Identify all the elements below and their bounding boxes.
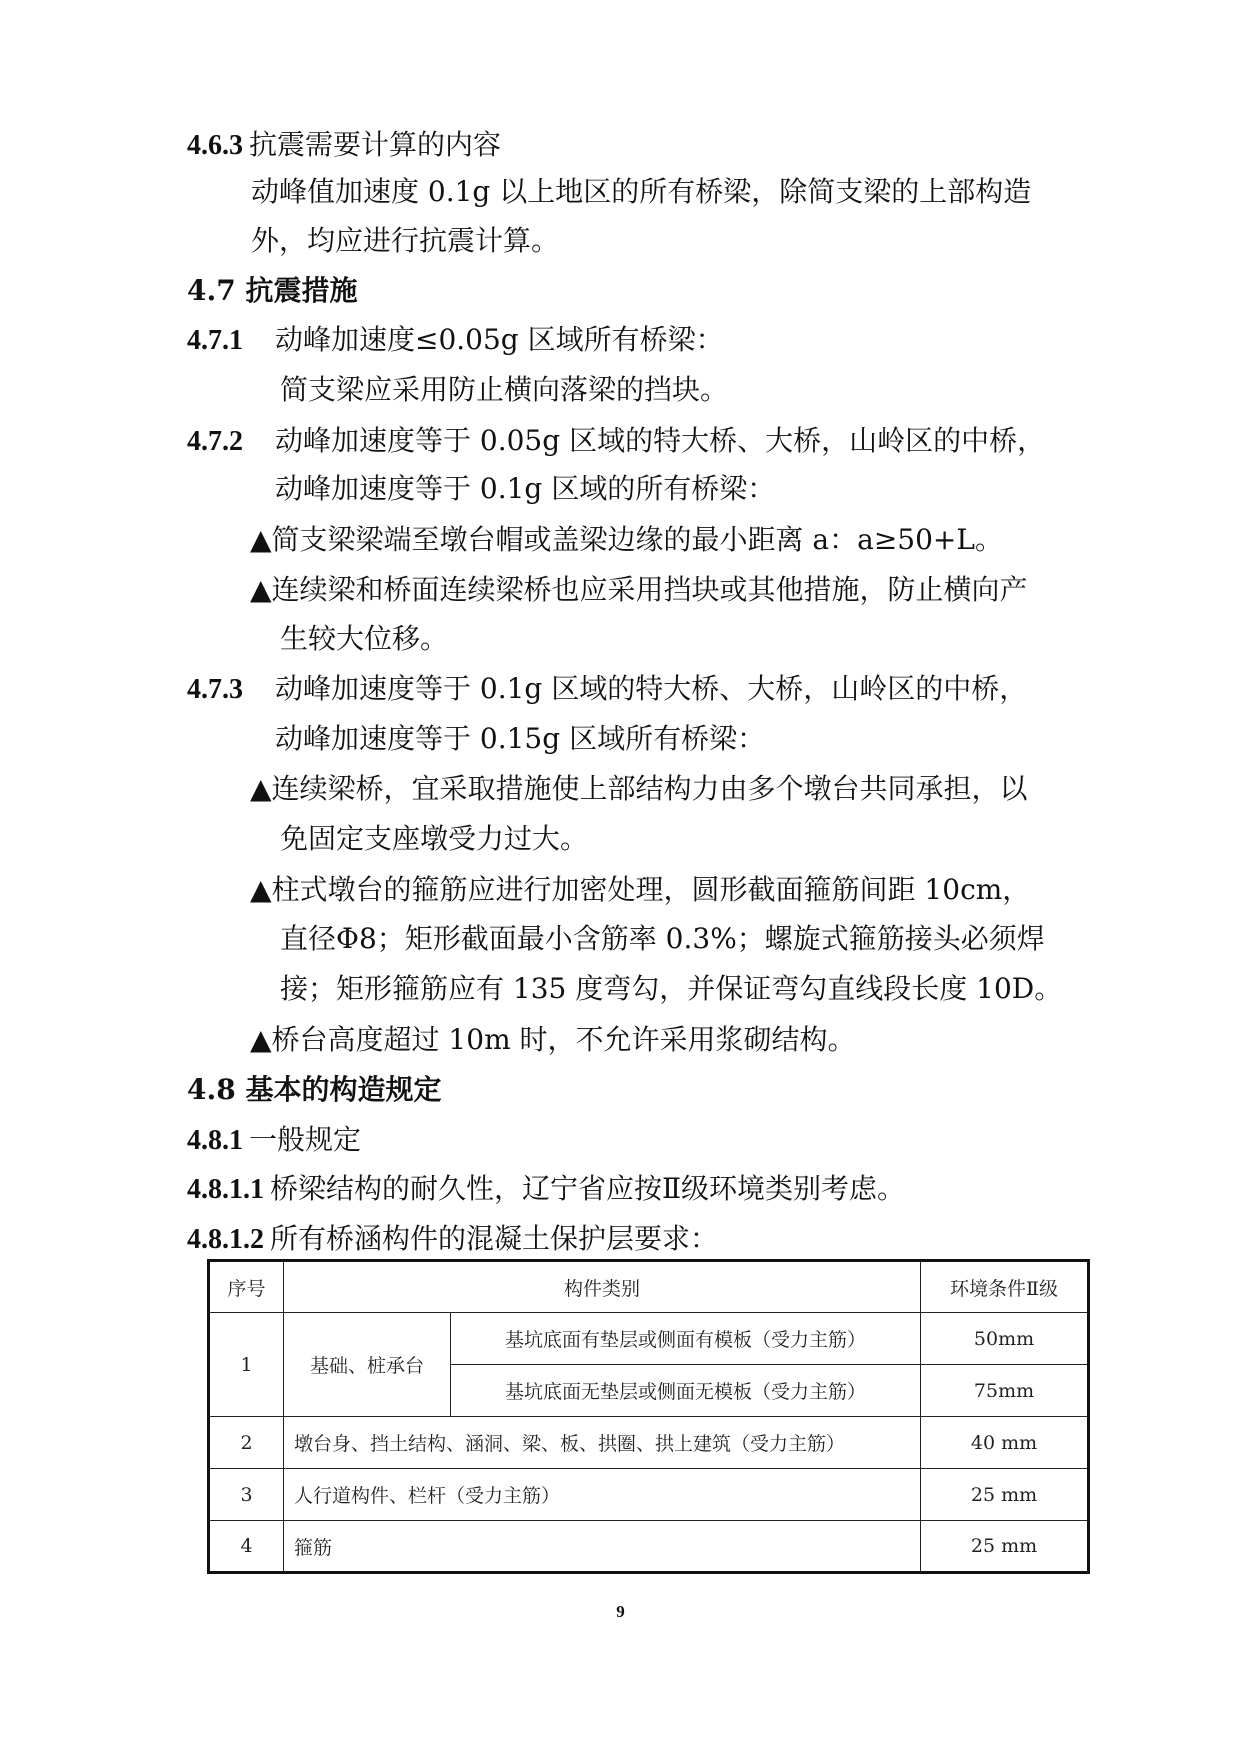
paragraph-line: 动峰加速度等于 0.1g 区域的特大桥、大桥，山岭区的中桥， [275, 672, 1028, 705]
value-cell: 40 mm [921, 1417, 1089, 1469]
table-row [209, 1521, 1089, 1573]
value-cell: 75mm [921, 1365, 1089, 1417]
page-number: 9 [616, 1602, 625, 1621]
paragraph-line: 动峰加速度≤0.05g 区域所有桥梁： [275, 323, 724, 356]
section-number: 4.7.1 [187, 325, 243, 356]
category-cell: 墩台身、挡土结构、涵洞、梁、板、拱圈、拱上建筑（受力主筋） [284, 1417, 921, 1469]
header-cell: 构件类别 [284, 1261, 921, 1313]
section-4-7-3 [187, 672, 1027, 707]
bullet-continuation: 免固定支座墩受力过大。 [280, 822, 589, 855]
section-number: 4.7.3 [187, 674, 243, 705]
paragraph-line: 动峰值加速度 0.1g 以上地区的所有桥梁，除简支梁的上部构造 [251, 175, 1032, 208]
bullet-item: ▲连续梁桥，宜采取措施使上部结构力由多个墩台共同承担，以 [250, 772, 1028, 805]
subcategory-cell: 基坑底面有垫层或侧面有模板（受力主筋） [451, 1313, 921, 1365]
row-number-cell: 4 [209, 1521, 284, 1573]
section-4-7-2 [187, 424, 1045, 459]
value-cell: 25 mm [921, 1469, 1089, 1521]
paragraph-line: 动峰加速度等于 0.1g 区域的所有桥梁： [275, 472, 776, 505]
table-header-row [209, 1261, 1089, 1313]
section-4-8-1-heading [187, 1123, 361, 1158]
section-number: 4.8.1.2 [187, 1224, 264, 1255]
table-row [209, 1313, 1089, 1365]
category-cell: 基础、桩承台 [284, 1313, 451, 1417]
section-title: 一般规定 [249, 1123, 362, 1156]
bullet-item: ▲简支梁梁端至墩台帽或盖梁边缘的最小距离 a：a≥50+L。 [250, 523, 1003, 556]
section-number: 4.8.1.1 [187, 1174, 264, 1205]
header-cell: 环境条件Ⅱ级 [921, 1261, 1089, 1313]
subcategory-cell: 基坑底面无垫层或侧面无模板（受力主筋） [451, 1365, 921, 1417]
header-cell: 序号 [209, 1261, 284, 1313]
paragraph-line: 外，均应进行抗震计算。 [251, 224, 560, 257]
paragraph-line: 所有桥涵构件的混凝土保护层要求： [270, 1222, 719, 1255]
section-title: 抗震需要计算的内容 [249, 128, 502, 161]
section-4-8-1-2 [187, 1222, 718, 1257]
bullet-continuation: 直径Φ8；矩形截面最小含筋率 0.3%；螺旋式箍筋接头必须焊 [280, 922, 1045, 955]
bullet-continuation: 生较大位移。 [280, 622, 449, 655]
bullet-continuation: 接；矩形箍筋应有 135 度弯勾，并保证弯勾直线段长度 10D。 [280, 972, 1063, 1005]
paragraph-line: 动峰加速度等于 0.15g 区域所有桥梁： [275, 722, 766, 755]
section-4-7-1 [187, 323, 724, 358]
paragraph-line: 桥梁结构的耐久性，辽宁省应按Ⅱ级环境类别考虑。 [270, 1172, 906, 1205]
section-number: 4.8.1 [187, 1125, 243, 1156]
section-4-8-1-1 [187, 1172, 905, 1207]
bullet-item: ▲柱式墩台的箍筋应进行加密处理，圆形截面箍筋间距 10cm， [250, 873, 1031, 906]
section-4-8-heading: 4.8 基本的构造规定 [187, 1073, 442, 1106]
paragraph-line: 动峰加速度等于 0.05g 区域的特大桥、大桥，山岭区的中桥， [275, 424, 1046, 457]
value-cell: 25 mm [921, 1521, 1089, 1573]
section-4-6-3-heading [187, 128, 501, 163]
section-number: 4.7.2 [187, 426, 243, 457]
category-cell: 人行道构件、栏杆（受力主筋） [284, 1469, 921, 1521]
value-cell: 50mm [921, 1313, 1089, 1365]
row-number-cell: 2 [209, 1417, 284, 1469]
bullet-item: ▲桥台高度超过 10m 时，不允许采用浆砌结构。 [250, 1023, 856, 1056]
section-number: 4.6.3 [187, 130, 243, 161]
table-row [209, 1417, 1089, 1469]
bullet-item: ▲连续梁和桥面连续梁桥也应采用挡块或其他措施，防止横向产 [250, 573, 1028, 606]
section-4-7-heading: 4.7 抗震措施 [187, 274, 358, 307]
row-number-cell: 1 [209, 1313, 284, 1417]
row-number-cell: 3 [209, 1469, 284, 1521]
category-cell: 箍筋 [284, 1521, 921, 1573]
table-row [209, 1469, 1089, 1521]
concrete-cover-table [207, 1259, 1090, 1574]
paragraph-line: 简支梁应采用防止横向落梁的挡块。 [280, 373, 729, 406]
